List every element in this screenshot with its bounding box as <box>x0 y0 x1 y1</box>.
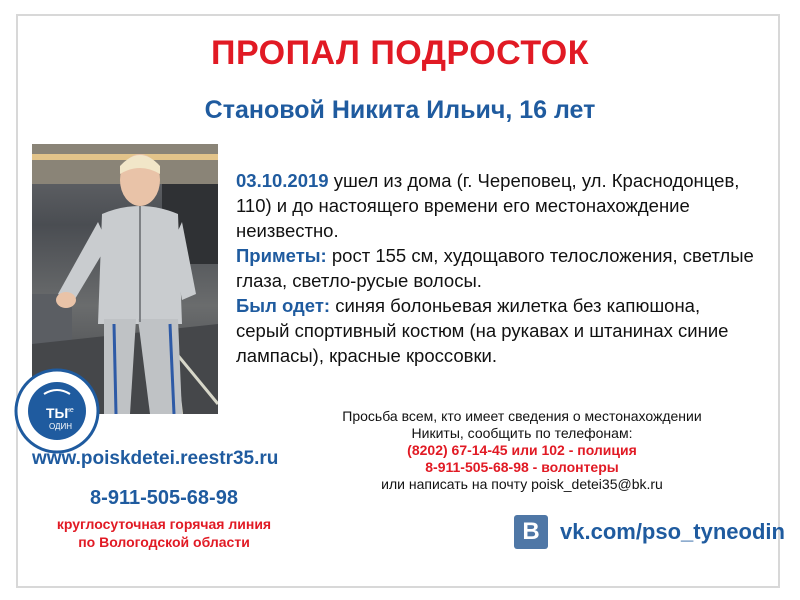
appeal-line1: Просьба всем, кто имеет сведения о местонахождении <box>342 408 702 424</box>
police-phone: (8202) 67-14-45 или 102 - полиция <box>407 442 637 458</box>
hotline-phone: 8-911-505-68-98 <box>90 487 238 509</box>
missing-person-name: Становой Никита Ильич, 16 лет <box>204 96 596 124</box>
emblem-ne-text: не <box>66 407 74 414</box>
vk-group[interactable] <box>514 514 785 550</box>
disappearance-date: 03.10.2019 <box>236 170 329 191</box>
signs-label: Приметы: <box>236 245 327 266</box>
ty-ne-odin-emblem <box>14 368 100 454</box>
hotline-caption-line1: круглосуточная горячая линия <box>56 516 272 532</box>
disappearance-text: ушел из дома (г. Череповец, ул. Краснодонцев, 110) и до настоящего времени его местонахождение неизвестно. <box>236 170 740 241</box>
hotline-caption <box>14 515 314 551</box>
website-link[interactable]: www.poiskdetei.reestr35.ru <box>32 448 279 469</box>
description-block <box>236 168 756 368</box>
signs-text: рост 155 см, худощавого телосложения, светлые глаза, светло-русые волосы. <box>236 245 754 291</box>
poster-headline: ПРОПАЛ ПОДРОСТОК <box>211 34 589 72</box>
vk-link[interactable]: vk.com/pso_tyneodin <box>560 519 785 544</box>
clothes-text: синяя болоньевая жилетка без капюшона, серый спортивный костюм (на рукавах и штанинах синие лампасы), красные кроссовки. <box>236 295 729 366</box>
vk-icon: В <box>514 515 548 549</box>
emblem-ty-text: ТЫ <box>46 405 69 421</box>
clothes-label: Был одет: <box>236 295 331 316</box>
emblem-odin-text: ОДИН <box>49 422 72 431</box>
email-line: или написать на почту poisk_detei35@bk.ru <box>381 476 663 492</box>
hotline-caption-line2: по Вологодской области <box>78 534 250 550</box>
appeal-block <box>330 408 714 493</box>
appeal-line2: Никиты, сообщить по телефонам: <box>411 425 633 441</box>
volunteers-phone: 8-911-505-68-98 - волонтеры <box>425 459 619 475</box>
